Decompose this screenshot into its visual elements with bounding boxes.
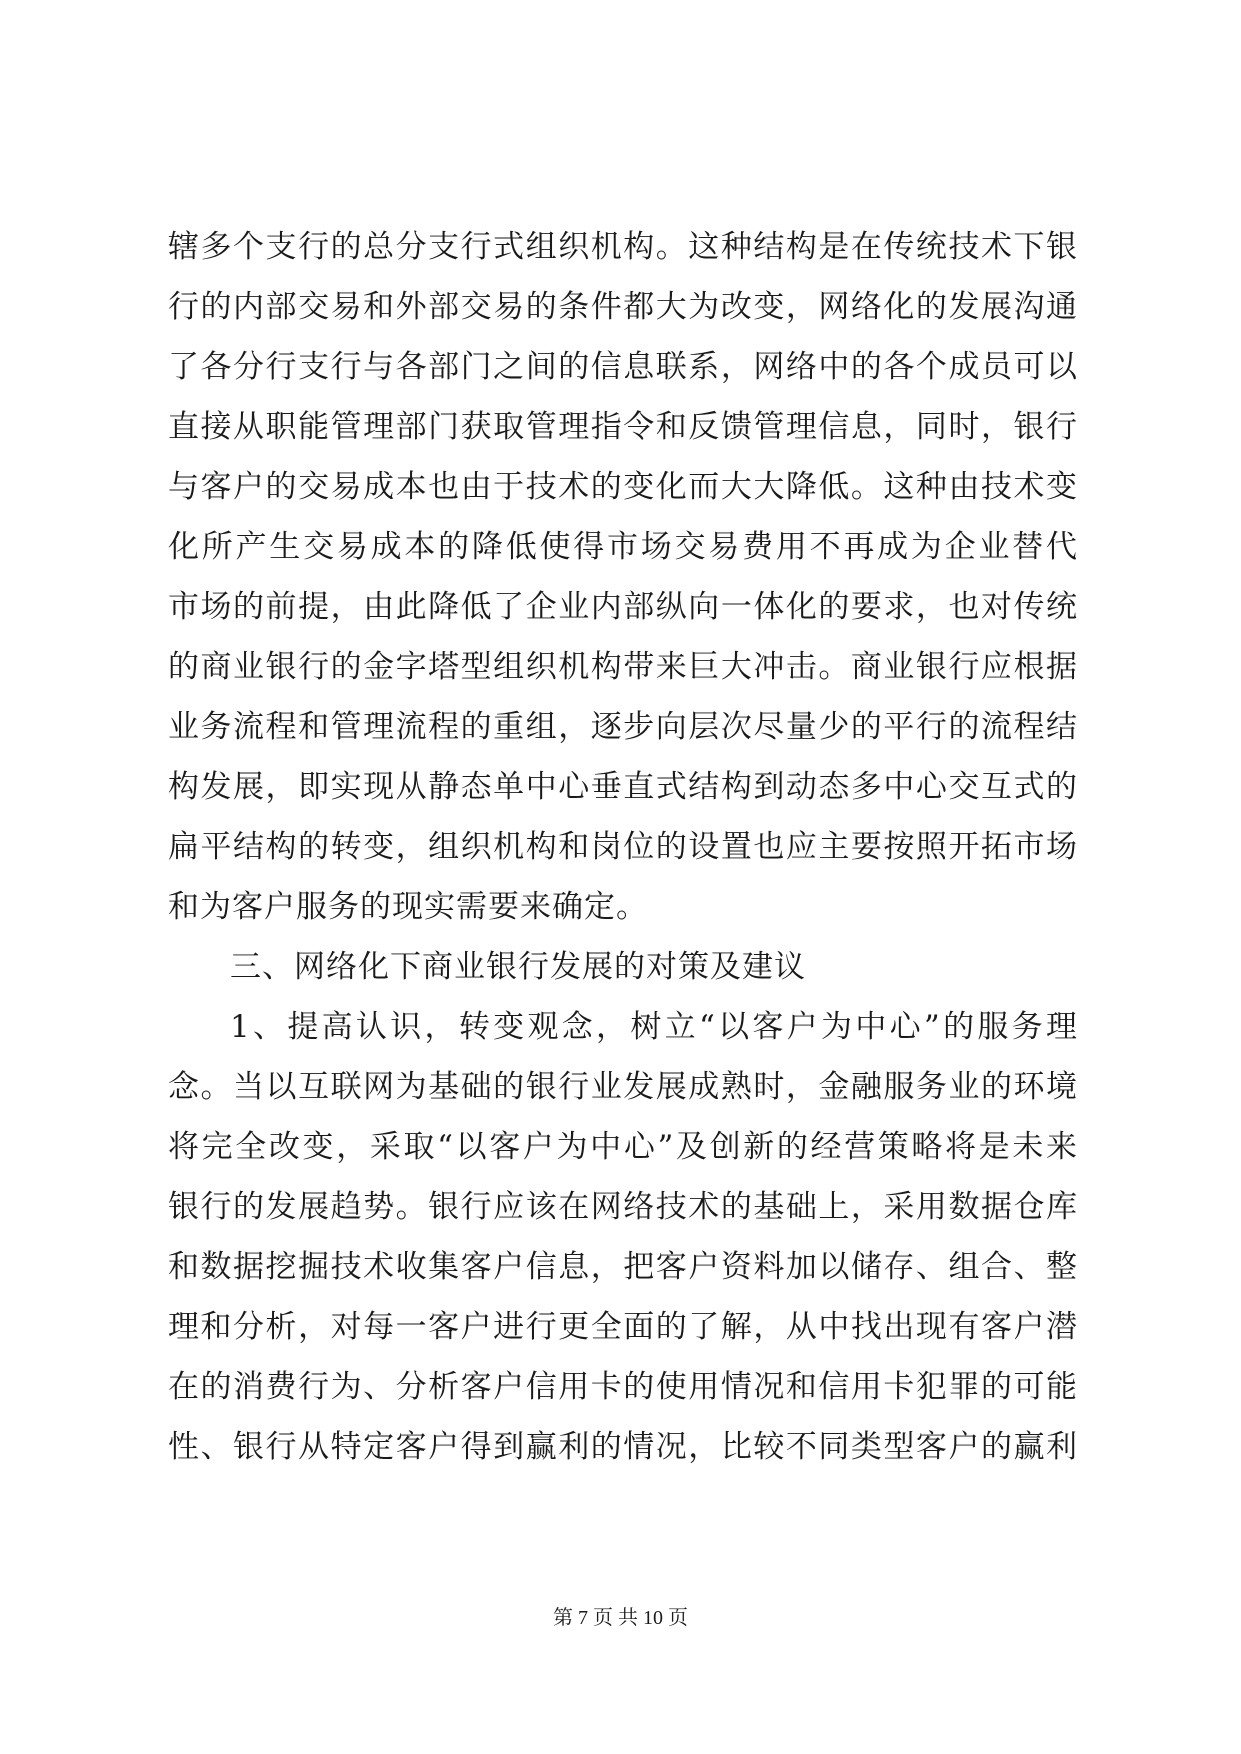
- text-line: 构发展，即实现从静态单中心垂直式结构到动态多中心交互式的: [168, 769, 1078, 805]
- text-line: 化所产生交易成本的降低使得市场交易费用不再成为企业替代: [168, 529, 1078, 565]
- text-line: 将完全改变，采取“以客户为中心”及创新的经营策略将是未来: [168, 1129, 1078, 1165]
- section-heading: 三、网络化下商业银行发展的对策及建议: [230, 949, 806, 985]
- text-line: 与客户的交易成本也由于技术的变化而大大降低。这种由技术变: [168, 469, 1078, 505]
- text-line: 性、银行从特定客户得到赢利的情况，比较不同类型客户的赢利: [168, 1429, 1078, 1465]
- text-line: 银行的发展趋势。银行应该在网络技术的基础上，采用数据仓库: [168, 1189, 1078, 1225]
- text-line: 直接从职能管理部门获取管理指令和反馈管理信息，同时，银行: [168, 409, 1078, 445]
- text-line: 和数据挖掘技术收集客户信息，把客户资料加以储存、组合、整: [168, 1249, 1078, 1285]
- text-line: 和为客户服务的现实需要来确定。: [168, 889, 648, 925]
- text-line: 辖多个支行的总分支行式组织机构。这种结构是在传统技术下银: [168, 229, 1078, 265]
- text-line: 念。当以互联网为基础的银行业发展成熟时，金融服务业的环境: [168, 1069, 1078, 1105]
- text-line: 行的内部交易和外部交易的条件都大为改变，网络化的发展沟通: [168, 289, 1078, 325]
- text-line: 在的消费行为、分析客户信用卡的使用情况和信用卡犯罪的可能: [168, 1369, 1078, 1405]
- text-line: 1、提高认识，转变观念，树立“以客户为中心”的服务理: [230, 1009, 1078, 1045]
- page-number-footer: 第 7 页 共 10 页: [553, 1607, 688, 1629]
- text-line: 的商业银行的金字塔型组织机构带来巨大冲击。商业银行应根据: [168, 649, 1078, 685]
- text-line: 扁平结构的转变，组织机构和岗位的设置也应主要按照开拓市场: [168, 829, 1078, 865]
- text-line: 市场的前提，由此降低了企业内部纵向一体化的要求，也对传统: [168, 589, 1078, 625]
- text-line: 业务流程和管理流程的重组，逐步向层次尽量少的平行的流程结: [168, 709, 1078, 745]
- text-line: 了各分行支行与各部门之间的信息联系，网络中的各个成员可以: [168, 349, 1078, 385]
- text-line: 理和分析，对每一客户进行更全面的了解，从中找出现有客户潜: [168, 1309, 1078, 1345]
